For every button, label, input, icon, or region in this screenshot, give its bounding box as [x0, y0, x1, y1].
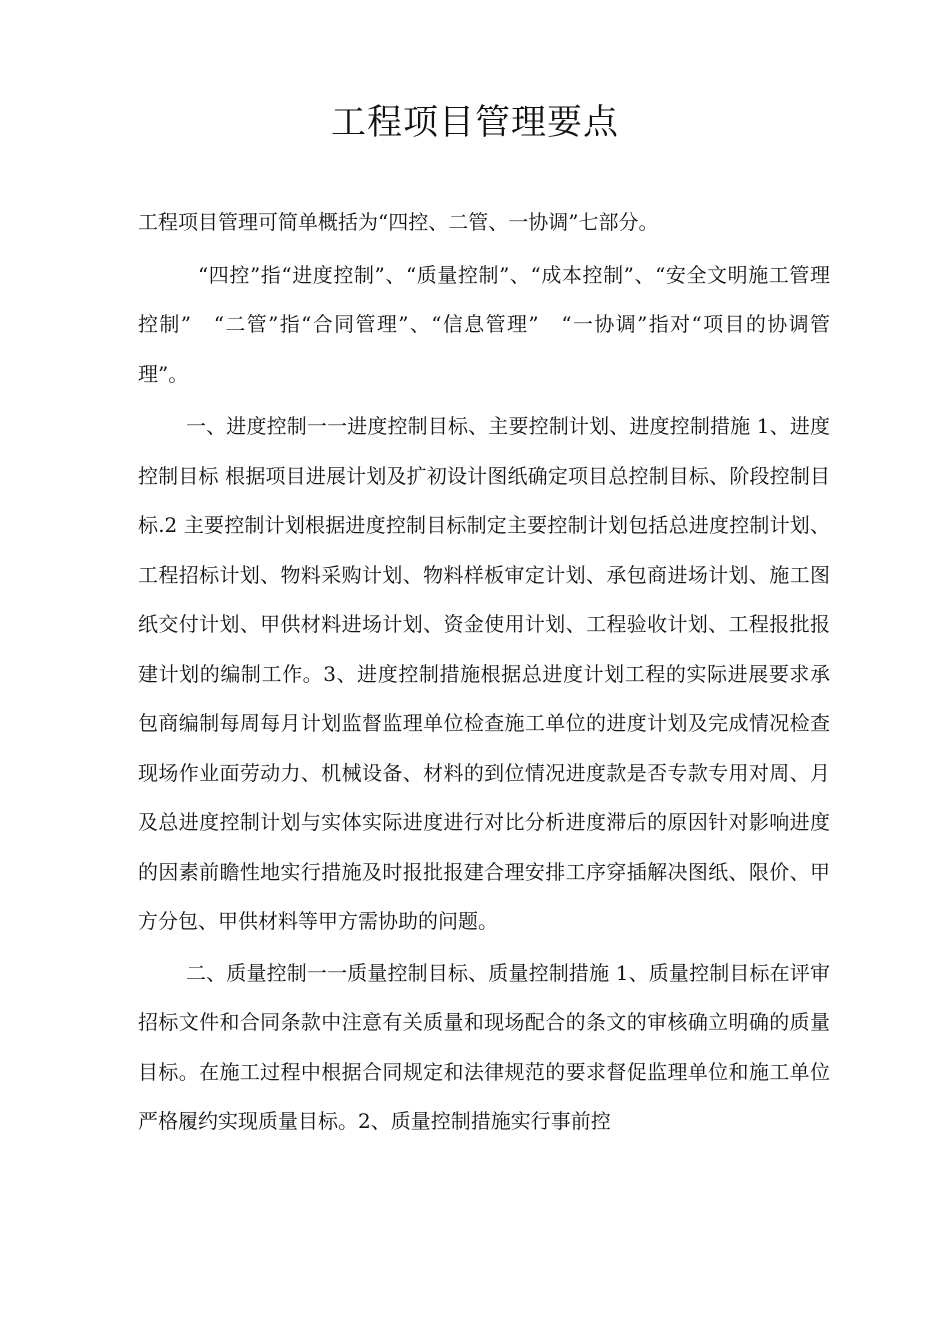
document-body	[138, 198, 830, 1147]
paragraph-four-controls: “四控”指“进度控制”、“质量控制”、“成本控制”、“安全文明施工管理控制” “二管”指“合同管理”、“信息管理” “一协调”指对“项目的协调管理”。	[138, 262, 830, 386]
paragraph-progress-control: 一、进度控制一一进度控制目标、主要控制计划、进度控制措施 1、进度控制目标 根据项目进展计划及扩初设计图纸确定项目总控制目标、阶段控制目标.2 主要控制计划根据进度控制目标制定主要控制计划包括总进度控制计划、工程招标计划、物料采购计划、物料样板审定计划、承包商进场计划、施工图纸交付计划、甲供材料进场计划、资金使用计划、工程验收计划、工程报批报建计划的编制工作。3、进度控制措施根据总进度计划工程的实际进展要求承包商编制每周每月计划监督监理单位检查施工单位的进度计划及完成情况检查现场作业面劳动力、机械设备、材料的到位情况进度款是否专款专用对周、月及总进度控制计划与实体实际进度进行对比分析进度滞后的原因针对影响进度的因素前瞻性地实行措施及时报批报建合理安排工序穿插解决图纸、限价、甲方分包、甲供材料等甲方需协助的问题。	[138, 414, 830, 933]
document-title: 工程项目管理要点	[330, 103, 619, 143]
paragraph-quality-control: 二、质量控制一一质量控制目标、质量控制措施 1、质量控制目标在评审招标文件和合同条款中注意有关质量和现场配合的条文的审核确立明确的质量目标。在施工过程中根据合同规定和法律规范的要求督促监理单位和施工单位严格履约实现质量目标。2、质量控制措施实行事前控	[138, 960, 830, 1133]
paragraph-intro: 工程项目管理可简单概括为“四控、二管、一协调”七部分。	[138, 210, 659, 234]
